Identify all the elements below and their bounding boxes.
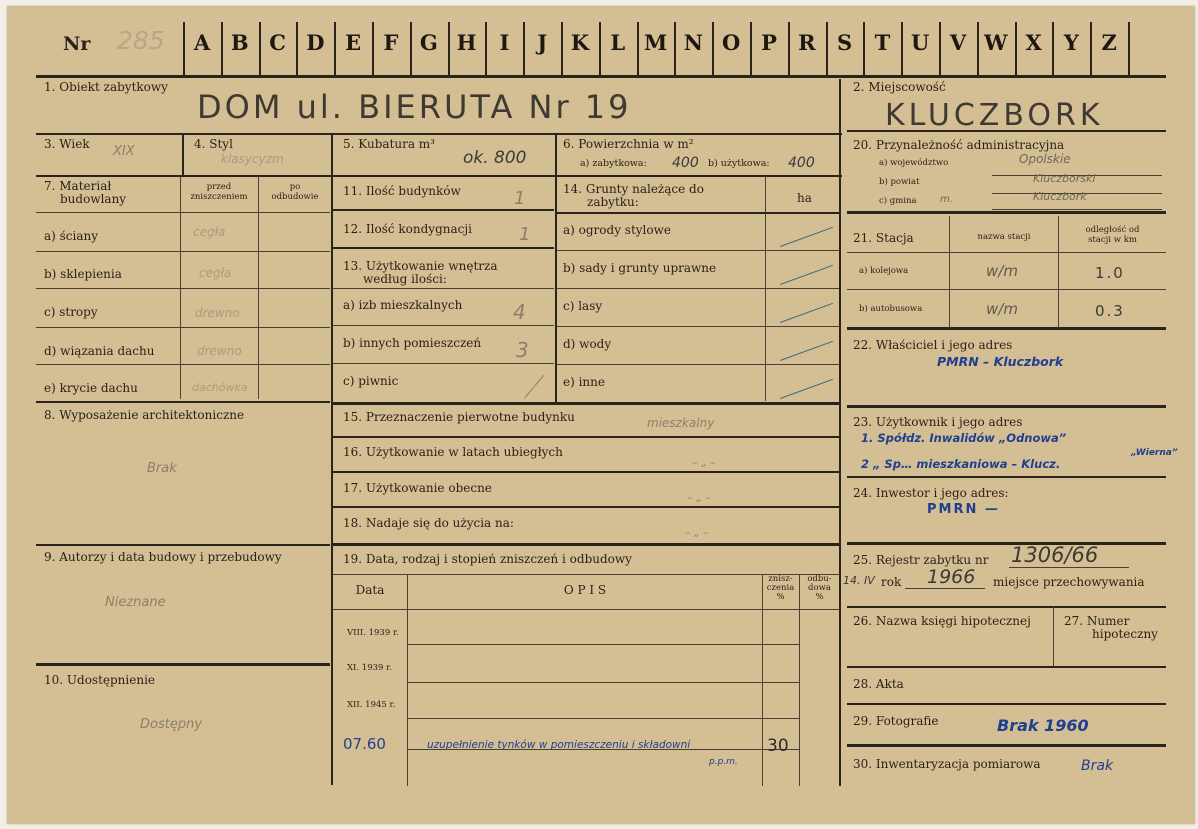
letter-divider: [1052, 22, 1054, 75]
letter-divider: [863, 22, 865, 75]
f1-value: DOM ul. BIERUTA Nr 19: [197, 88, 632, 126]
f14-row-label: d) wody: [563, 337, 612, 351]
f7-col-after: po odbudowie: [271, 182, 319, 202]
f25-year-label: rok: [881, 575, 902, 589]
f5-label: 5. Kubatura m³: [343, 137, 435, 151]
f7-row-before: drewno: [197, 344, 242, 358]
f22-label: 22. Właściciel i jego adres: [853, 338, 1013, 352]
f19-row-date: XII. 1945 r.: [347, 700, 396, 710]
letter-cell: M: [643, 30, 668, 55]
f25-year: 1966: [927, 566, 976, 588]
letter-cell: O: [722, 30, 741, 55]
f21-row-label: b) autobusowa: [859, 304, 923, 314]
f9-value: Nieznane: [105, 595, 166, 610]
f6-sub-b: b) użytkowa:: [708, 158, 770, 169]
f19-col-zn: znisz- czenia %: [766, 574, 795, 602]
f24-value: PMRN —: [927, 502, 1000, 517]
f20-c-value: Kluczbork: [1033, 190, 1087, 203]
f10-value: Dostępny: [140, 717, 203, 732]
f16-label: 16. Użytkowanie w latach ubiegłych: [343, 445, 563, 459]
f19-col-date: Data: [355, 583, 385, 597]
f16-value: – „ –: [692, 456, 716, 469]
letter-cell: F: [383, 30, 399, 55]
letter-divider: [901, 22, 903, 75]
letter-divider: [410, 22, 412, 75]
f25-label: 25. Rejestr zabytku nr: [853, 553, 989, 567]
letter-divider: [372, 22, 374, 75]
letter-divider: [1128, 22, 1130, 75]
f19-row-date: VIII. 1939 r.: [347, 628, 399, 638]
letter-cell: D: [306, 30, 325, 55]
f14-row-label: c) lasy: [563, 299, 603, 313]
letter-cell: L: [610, 30, 626, 55]
f19-entry-date: 07.60: [343, 735, 386, 753]
letter-cell: H: [456, 30, 477, 55]
f4-value: klasycyzm: [221, 152, 284, 166]
f20-b-label: b) powiat: [879, 177, 920, 187]
f11-label: 11. Ilość budynków: [343, 184, 461, 198]
f5-value: ok. 800: [463, 148, 527, 168]
f2-label: 2. Miejscowość: [853, 80, 946, 94]
f3-value: XIX: [113, 144, 135, 159]
letter-cell: N: [683, 30, 703, 55]
f11-value: 1: [514, 188, 526, 209]
f18-value: – „ –: [685, 526, 709, 539]
f20-c-prefix: m.: [940, 194, 953, 205]
f19-col-od: odbu- dowa %: [807, 574, 832, 602]
f14-row-label: b) sady i grunty uprawne: [563, 261, 717, 275]
letter-cell: Y: [1063, 30, 1079, 55]
f20-a-value: Opolskie: [1019, 152, 1071, 166]
letter-cell: J: [537, 30, 548, 55]
f13-row-label: a) izb mieszkalnych: [343, 298, 463, 312]
f21-row-name: w/m: [986, 262, 1018, 280]
f7-row-label: b) sklepienia: [44, 267, 122, 281]
f13-row-value: 3: [516, 338, 529, 362]
f9-label: 9. Autorzy i data budowy i przebudowy: [44, 550, 282, 564]
inventory-card: [7, 6, 1195, 824]
f29-value: Brak 1960: [997, 716, 1089, 735]
f6-value-b: 400: [788, 155, 815, 171]
f19-entry-opis: uzupełnienie tynków w pomieszczeniu i składowni: [427, 739, 691, 751]
f12-value: 1: [519, 224, 531, 245]
f21-row-name: w/m: [986, 300, 1018, 318]
f10-label: 10. Udostępnienie: [44, 673, 156, 687]
letter-divider: [674, 22, 676, 75]
f15-value: mieszkalny: [647, 416, 715, 430]
letter-cell: X: [1025, 30, 1042, 55]
letter-cell: A: [193, 30, 211, 55]
letter-divider: [485, 22, 487, 75]
f21-col-dist: odległość od stacji w km: [1085, 225, 1140, 245]
letter-divider: [296, 22, 298, 75]
letter-cell: G: [419, 30, 438, 55]
f29-label: 29. Fotografie: [853, 714, 939, 728]
letter-cell: K: [570, 30, 590, 55]
f30-value: Brak: [1081, 758, 1114, 774]
f26-label: 26. Nazwa księgi hipotecznej: [853, 614, 1031, 628]
letter-cell: P: [761, 30, 777, 55]
f7-row-before: dachówka: [192, 381, 248, 394]
f25-nr: 1306/66: [1011, 543, 1099, 567]
f7-row-before: cegła: [193, 225, 226, 239]
letter-divider: [712, 22, 714, 75]
f6-sub-a: a) zabytkowa:: [580, 158, 647, 169]
letter-cell: B: [230, 30, 249, 55]
letter-divider: [221, 22, 223, 75]
f14-row-label: e) inne: [563, 375, 605, 389]
f23-line1: 1. Spółdz. Inwalidów „Odnowa”: [861, 431, 1067, 445]
f19-label: 19. Data, rodzaj i stopień zniszczeń i odbudowy: [343, 552, 632, 566]
f19-row-date: XI. 1939 r.: [347, 663, 392, 673]
letter-cell: V: [949, 30, 967, 55]
f21-label: 21. Stacja: [853, 231, 914, 245]
letter-divider: [259, 22, 261, 75]
letter-divider: [788, 22, 790, 75]
letter-divider: [977, 22, 979, 75]
f18-label: 18. Nadaje się do użycia na:: [343, 516, 514, 530]
f13-row-value: 4: [513, 300, 526, 324]
letter-divider: [637, 22, 639, 75]
letter-cell: W: [984, 30, 1008, 55]
f4-label: 4. Styl: [194, 137, 233, 151]
f20-label: 20. Przynależność administracyjna: [853, 138, 1065, 152]
f17-value: – „ –: [687, 491, 711, 504]
letter-divider: [561, 22, 563, 75]
f3-label: 3. Wiek: [44, 137, 90, 151]
f7-label: 7. Materiał budowlany: [44, 179, 127, 207]
f7-row-label: c) stropy: [44, 305, 98, 319]
letter-cell: Z: [1101, 30, 1117, 55]
f20-b-value: Kluczborski: [1033, 172, 1096, 185]
f7-row-before: drewno: [195, 306, 240, 320]
f14-label: 14. Grunty należące do zabytku:: [563, 182, 704, 210]
f1-label: 1. Obiekt zabytkowy: [44, 80, 168, 94]
f7-row-label: e) krycie dachu: [44, 381, 138, 395]
letter-divider: [523, 22, 525, 75]
letter-divider: [750, 22, 752, 75]
letter-divider: [826, 22, 828, 75]
f8-value: Brak: [147, 461, 177, 476]
f15-label: 15. Przeznaczenie pierwotne budynku: [343, 410, 575, 424]
f12-label: 12. Ilość kondygnacji: [343, 222, 472, 236]
f21-row-dist: 1.0: [1095, 264, 1125, 282]
letter-cell: R: [798, 30, 816, 55]
f20-c-label: c) gmina: [879, 196, 917, 206]
f17-label: 17. Użytkowanie obecne: [343, 481, 492, 495]
f19-entry-zn: 30: [767, 736, 789, 756]
letter-cell: C: [269, 30, 286, 55]
f14-unit: ha: [797, 191, 812, 205]
letter-divider: [599, 22, 601, 75]
f13-label: 13. Użytkowanie wnętrza według ilości:: [343, 259, 498, 287]
f23-line1b: „Wierna”: [1131, 448, 1178, 458]
f19-entry-opis-line2: p.p.m.: [709, 757, 738, 767]
letter-divider: [1015, 22, 1017, 75]
f22-value: PMRN – Kluczbork: [937, 354, 1064, 369]
f19-col-opis: O P I S: [563, 583, 607, 597]
letter-cell: I: [499, 30, 510, 55]
f27-label: 27. Numer hipoteczny: [1064, 614, 1158, 642]
f6-value-a: 400: [672, 155, 699, 171]
letter-divider: [448, 22, 450, 75]
f25-place-label: miejsce przechowywania: [993, 575, 1145, 589]
f28-label: 28. Akta: [853, 677, 904, 691]
letter-cell: E: [345, 30, 362, 55]
letter-divider: [183, 22, 185, 75]
f24-label: 24. Inwestor i jego adres:: [853, 486, 1009, 500]
f23-line2: 2 „ Sp… mieszkaniowa – Klucz.: [861, 457, 1061, 471]
letter-divider: [334, 22, 336, 75]
f14-row-label: a) ogrody stylowe: [563, 223, 671, 237]
f2-value: KLUCZBORK: [885, 98, 1104, 133]
f30-label: 30. Inwentaryzacja pomiarowa: [853, 757, 1041, 771]
nr-value: 285: [117, 26, 165, 55]
f7-row-label: d) wiązania dachu: [44, 344, 155, 358]
letter-divider: [939, 22, 941, 75]
f13-row-label: b) innych pomieszczeń: [343, 336, 482, 350]
f21-row-dist: 0.3: [1095, 302, 1125, 320]
letter-cell: T: [874, 30, 891, 55]
f7-col-before: przed zniszczeniem: [190, 182, 248, 202]
f21-col-name: nazwa stacji: [977, 232, 1031, 242]
f7-row-before: cegła: [199, 266, 232, 280]
f13-row-label: c) piwnic: [343, 374, 399, 388]
f6-label: 6. Powierzchnia w m²: [563, 137, 694, 151]
nr-label: Nr: [63, 33, 91, 55]
f20-a-label: a) województwo: [879, 158, 949, 168]
f7-row-label: a) ściany: [44, 229, 99, 243]
f23-label: 23. Użytkownik i jego adres: [853, 415, 1023, 429]
f8-label: 8. Wyposażenie architektoniczne: [44, 408, 245, 422]
f25-date-prefix: 14. IV: [843, 574, 875, 587]
letter-cell: U: [911, 30, 930, 55]
letter-cell: S: [837, 30, 853, 55]
f21-row-label: a) kolejowa: [859, 266, 909, 276]
letter-divider: [1090, 22, 1092, 75]
